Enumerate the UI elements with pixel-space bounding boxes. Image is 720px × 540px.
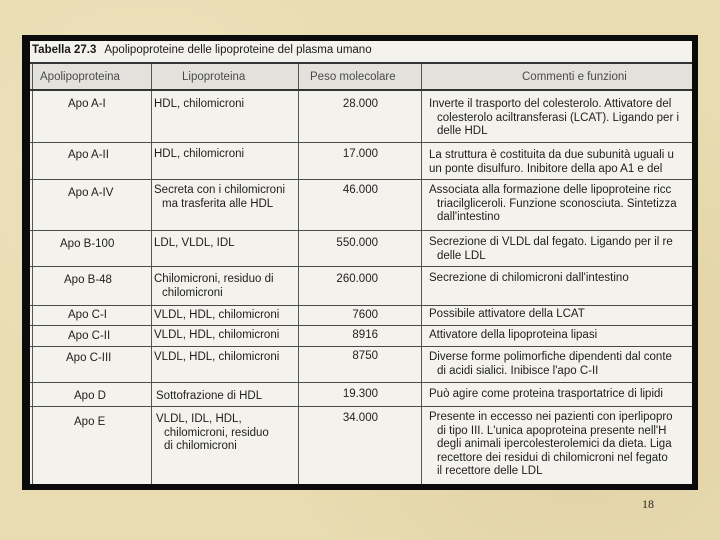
comments-cell — [429, 351, 672, 378]
cell-line: HDL, chilomicroni — [154, 98, 245, 110]
cell-line: Possibile attivatore della LCAT — [429, 308, 585, 320]
mw-cell: 7600 — [352, 309, 378, 321]
column-divider — [298, 63, 299, 484]
table-page — [30, 41, 692, 484]
column-divider — [421, 63, 422, 484]
apo-cell: Apo B-48 — [64, 274, 112, 286]
cell-line: VLDL, HDL, chilomicroni — [154, 309, 280, 321]
mw-cell: 46.000 — [342, 184, 378, 196]
header-molecular-weight: Peso molecolare — [310, 71, 396, 83]
comments-cell — [429, 329, 597, 343]
row-divider — [30, 325, 692, 326]
row-divider — [30, 179, 692, 180]
cell-line: Può agire come proteina trasportatrice di lipidi — [429, 388, 663, 400]
cell-line: chilomicroni — [162, 286, 223, 299]
cell-line: Secrezione di chilomicroni dall'intestino — [429, 272, 629, 284]
header-apolipoprotein: Apolipoproteina — [40, 71, 120, 83]
lipo-cell — [154, 148, 244, 162]
lipo-cell — [154, 237, 235, 251]
cell-line: ma trasferita alle HDL — [162, 197, 274, 210]
cell-line: HDL, chilomicroni — [154, 148, 245, 160]
apo-cell: Apo B-100 — [60, 238, 115, 250]
mw-cell: 8750 — [352, 350, 378, 362]
lipo-cell — [154, 273, 274, 300]
lipo-cell — [154, 98, 244, 112]
lipo-cell — [154, 309, 279, 323]
mw-cell: 19.300 — [342, 388, 378, 400]
cell-line: di chilomicroni — [164, 440, 237, 452]
mw-cell: 260.000 — [336, 273, 378, 285]
table-border-left — [32, 63, 33, 484]
cell-line: di tipo III. L'unica apoproteina presente nell'H — [437, 424, 667, 437]
header-bottom-rule — [30, 89, 692, 91]
column-divider — [151, 63, 152, 484]
row-divider — [30, 305, 692, 306]
cell-line: Chilomicroni, residuo di — [154, 273, 274, 285]
apo-cell: Apo A-IV — [68, 187, 114, 199]
row-divider — [30, 382, 692, 383]
apo-cell: Apo A-I — [68, 98, 106, 110]
cell-line: Sottofrazione di HDL — [156, 390, 263, 402]
cell-line: Secreta con i chilomicroni — [154, 184, 286, 196]
mw-cell: 28.000 — [342, 98, 378, 110]
apo-cell: Apo C-I — [68, 309, 107, 321]
apo-cell: Apo D — [74, 390, 106, 402]
header-lipoprotein: Lipoproteina — [182, 71, 246, 83]
mw-cell: 550.000 — [336, 237, 378, 249]
lipo-cell — [154, 184, 285, 211]
mw-cell: 34.000 — [342, 412, 378, 424]
row-divider — [30, 230, 692, 231]
lipo-cell — [154, 351, 279, 365]
cell-line: VLDL, HDL, chilomicroni — [154, 329, 280, 341]
cell-line: Presente in eccesso nei pazienti con iperlipopro — [429, 411, 673, 423]
cell-line: di acidi sialici. Inibisce l'apo C-II — [437, 364, 599, 377]
comments-cell — [429, 184, 677, 225]
row-divider — [30, 346, 692, 347]
apo-cell: Apo C-II — [68, 330, 111, 342]
comments-cell — [429, 149, 674, 176]
comments-cell — [429, 236, 673, 263]
lipo-cell — [156, 390, 262, 404]
cell-line: colesterolo aciltransferasi (LCAT). Ligando per i — [437, 111, 680, 124]
header-comments: Commenti e funzioni — [522, 71, 627, 83]
row-divider — [30, 142, 692, 143]
comments-cell — [429, 388, 663, 402]
cell-line: delle HDL — [437, 125, 488, 137]
apo-cell: Apo A-II — [68, 149, 109, 161]
cell-line: Inverte il trasporto del colesterolo. Attivatore del — [429, 98, 672, 110]
lipo-cell — [154, 329, 279, 343]
cell-line: delle LDL — [437, 249, 486, 262]
caption-title: Apolipoproteine delle lipoproteine del plasma umano — [104, 44, 372, 56]
cell-line: il recettore delle LDL — [437, 465, 543, 477]
cell-line: Diverse forme polimorfiche dipendenti dal conte — [429, 351, 672, 363]
page-number: 18 — [642, 497, 654, 511]
cell-line: La struttura è costituita da due subunità uguali u — [429, 149, 674, 161]
cell-line: Attivatore della lipoproteina lipasi — [429, 329, 598, 341]
cell-line: un ponte disulfuro. Inibitore della apo A1 e del — [429, 162, 663, 175]
row-divider — [30, 266, 692, 267]
comments-cell — [429, 308, 585, 322]
row-divider — [30, 406, 692, 407]
cell-line: degli animali ipercolesterolemici da dieta. Liga — [437, 438, 672, 450]
cell-line: LDL, VLDL, IDL — [154, 237, 235, 249]
cell-line: chilomicroni, residuo — [164, 426, 269, 439]
cell-line: Associata alla formazione delle lipoproteine ricc — [429, 184, 672, 196]
cell-line: Secrezione di VLDL dal fegato. Ligando per il re — [429, 236, 673, 248]
cell-line: VLDL, IDL, HDL, — [156, 413, 242, 425]
table-top-rule — [30, 62, 692, 64]
caption-number: Tabella 27.3 — [32, 44, 97, 56]
comments-cell — [429, 272, 629, 286]
cell-line: dall'intestino — [437, 211, 500, 223]
lipo-cell — [156, 413, 269, 454]
cell-line: recettore dei residui di chilomicroni nel fegato — [437, 451, 668, 464]
cell-line: triacilgliceroli. Funzione sconosciuta. Sintetizza — [437, 197, 677, 210]
apo-cell: Apo E — [74, 416, 106, 428]
cell-line: VLDL, HDL, chilomicroni — [154, 351, 280, 363]
apo-cell: Apo C-III — [66, 352, 112, 364]
scanned-table-image — [22, 35, 698, 490]
table-caption — [32, 44, 372, 56]
comments-cell — [429, 411, 673, 479]
mw-cell: 17.000 — [342, 148, 378, 160]
comments-cell — [429, 98, 679, 139]
mw-cell: 8916 — [352, 329, 378, 341]
